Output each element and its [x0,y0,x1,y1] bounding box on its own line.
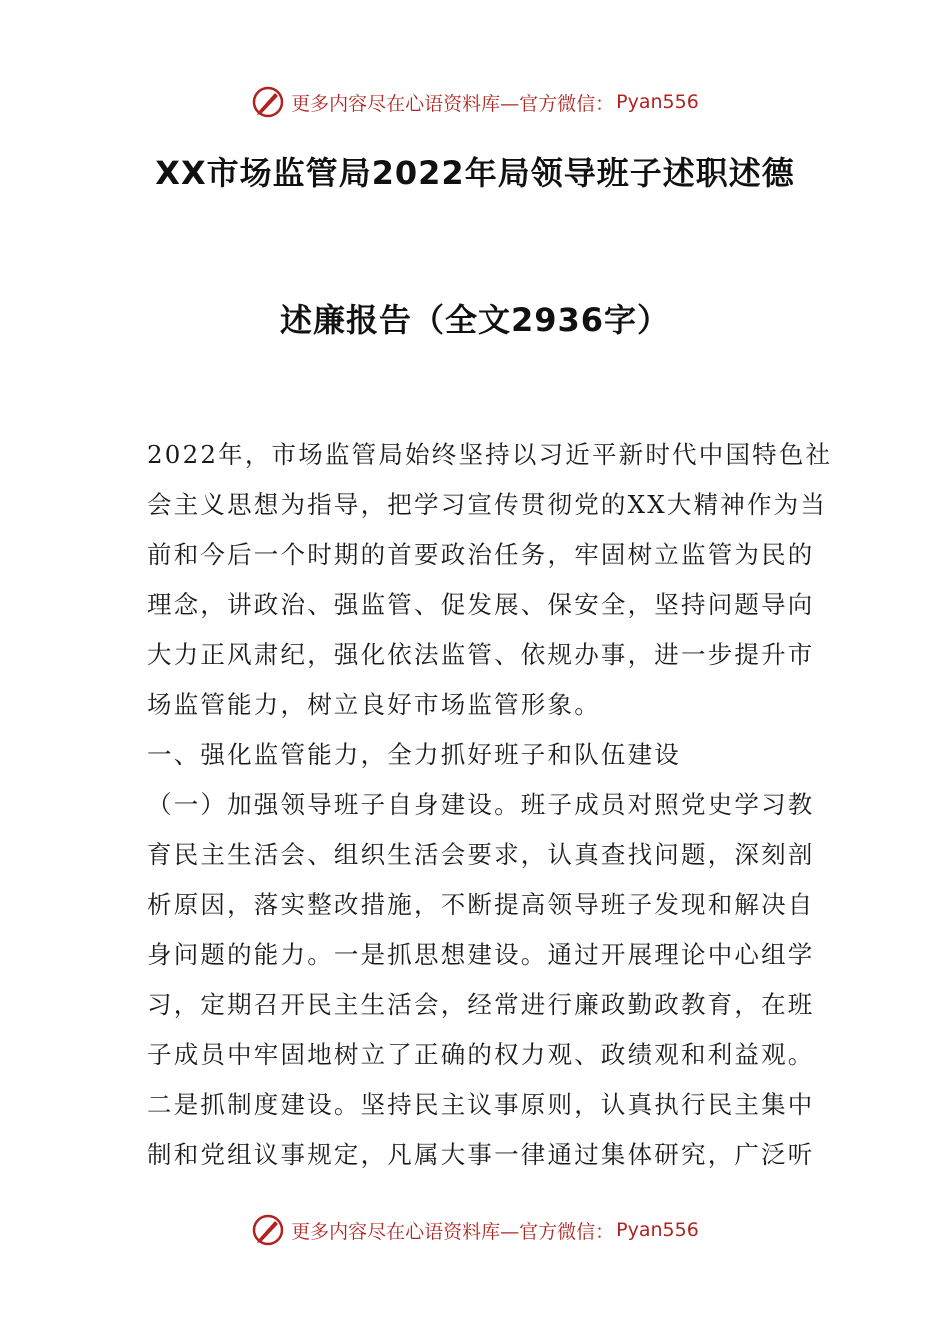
body-line: 二是抓制度建设。坚持民主议事原则，认真执行民主集中 [147,1090,815,1119]
header-banner [0,80,950,124]
banner-text: 更多内容尽在心语资料库—官方微信： [291,92,615,115]
body-line: 身问题的能力。一是抓思想建设。通过开展理论中心组学 [147,940,815,969]
pen-circle-logo-icon [251,1213,285,1247]
body-line: 会主义思想为指导，把学习宣传贯彻党的XX大精神作为当 [147,490,828,519]
document-title-line-1: XX市场监管局2022年局领导班子述职述德 [155,154,795,192]
body-line: 大力正风肃纪，强化依法监管、依规办事，进一步提升市 [147,640,815,669]
body-line: 子成员中牢固地树立了正确的权力观、政绩观和利益观。 [147,1040,815,1069]
pen-circle-logo-icon [251,85,285,119]
body-line: 习，定期召开民主生活会，经常进行廉政勤政教育，在班 [147,990,815,1019]
banner-wechat-id: Pyan556 [616,91,699,113]
body-line: （一）加强领导班子自身建设。班子成员对照党史学习教 [147,790,815,819]
document-body [147,430,833,1180]
document-title-line-2: 述廉报告（全文2936字） [279,301,671,339]
body-line: 理念，讲政治、强监管、促发展、保安全，坚持问题导向 [147,590,815,619]
banner-wechat-id: Pyan556 [616,1219,699,1241]
body-line: 2022年，市场监管局始终坚持以习近平新时代中国特色社 [147,440,833,469]
body-line: 析原因，落实整改措施，不断提高领导班子发现和解决自 [147,890,815,919]
footer-banner [0,1208,950,1252]
body-line: 场监管能力，树立良好市场监管形象。 [147,690,601,719]
section-heading: 一、强化监管能力，全力抓好班子和队伍建设 [147,740,681,769]
body-line: 育民主生活会、组织生活会要求，认真查找问题，深刻剖 [147,840,815,869]
body-line: 制和党组议事规定，凡属大事一律通过集体研究，广泛听 [147,1140,815,1169]
body-line: 前和今后一个时期的首要政治任务，牢固树立监管为民的 [147,540,815,569]
banner-text: 更多内容尽在心语资料库—官方微信： [291,1220,615,1243]
